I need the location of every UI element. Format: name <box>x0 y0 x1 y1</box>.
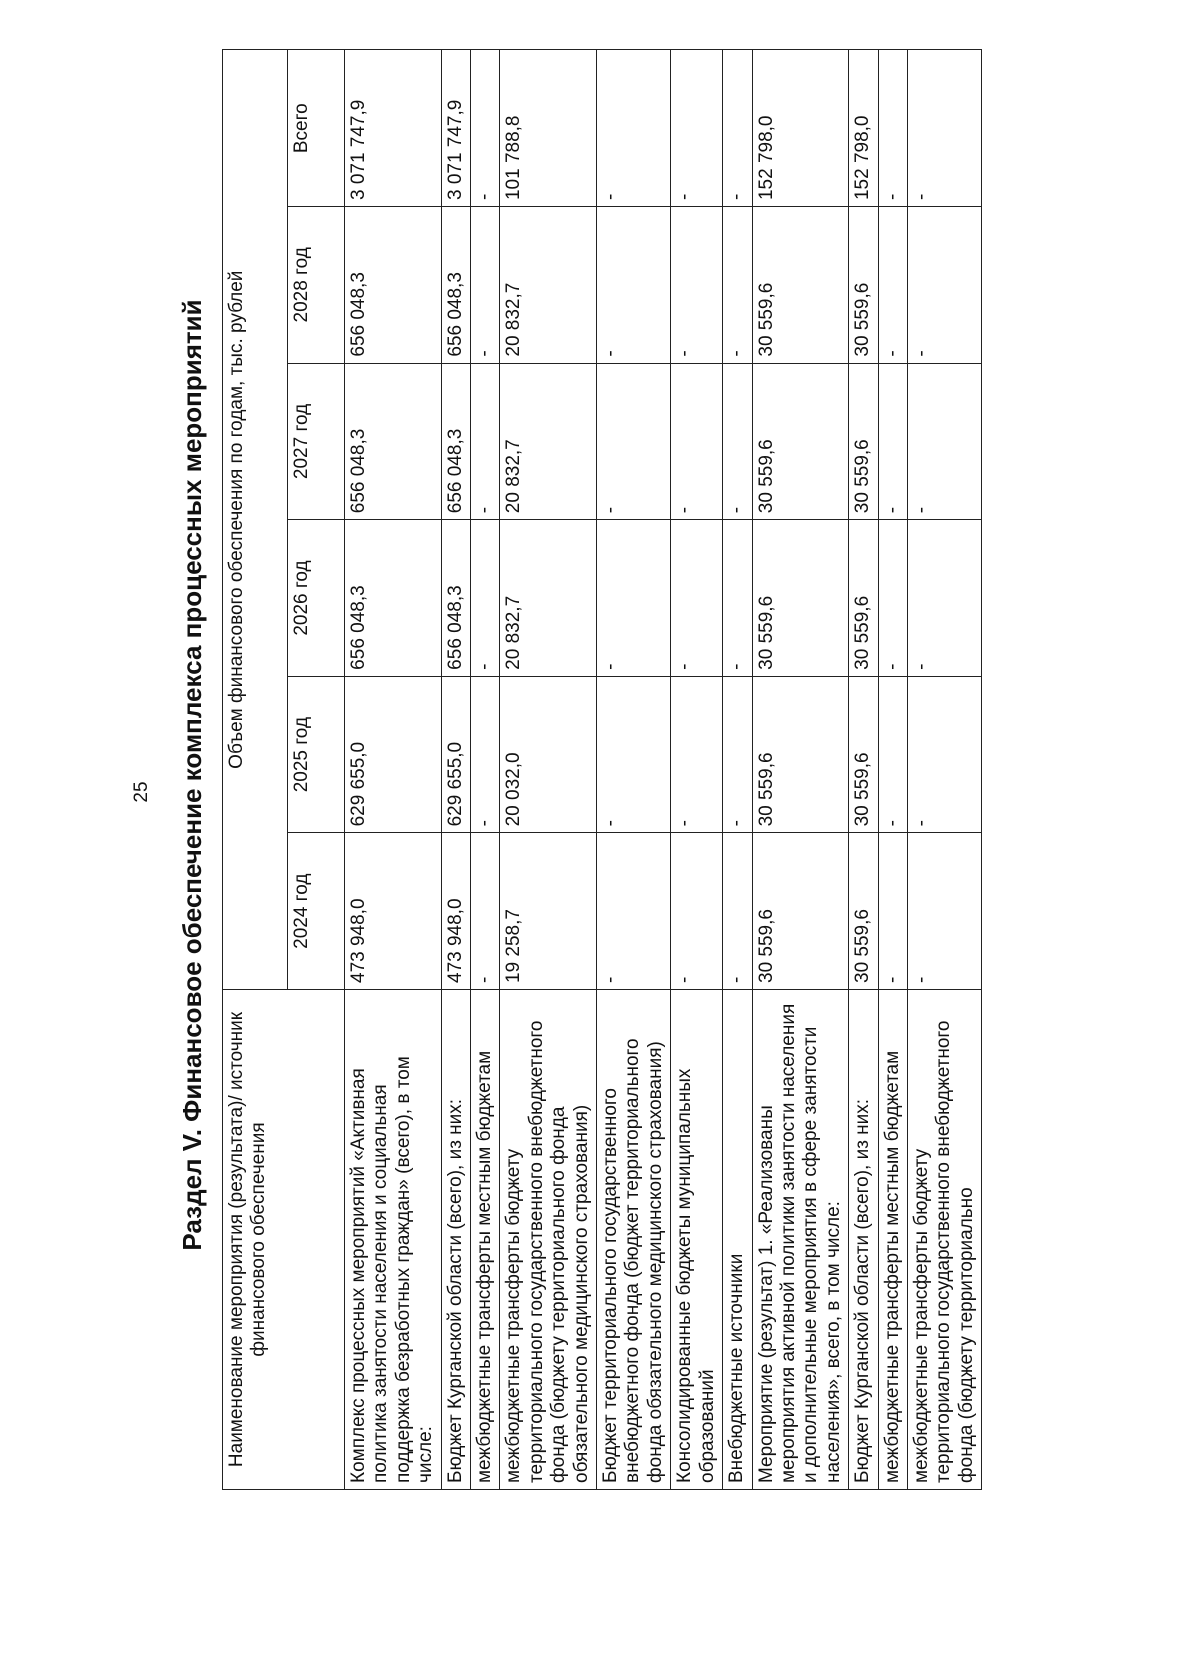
row-name: Мероприятие (результат) 1. «Реализованы мероприятия активной политики занятости населения и дополнительные мероприятия в сфере занятости населения», всего, в том числе: <box>752 990 849 1490</box>
cell-total: 3 071 747,9 <box>345 50 442 207</box>
cell-2027: 656 048,3 <box>345 363 442 520</box>
cell-2028: 30 559,6 <box>849 207 878 364</box>
row-name: Бюджет Курганской области (всего), из них: <box>849 990 878 1490</box>
header-financing-volume: Объем финансового обеспечения по годам, тыс. рублей <box>223 50 288 990</box>
cell-2028: - <box>723 207 752 364</box>
table-row <box>907 50 981 1490</box>
cell-2026: 656 048,3 <box>345 520 442 677</box>
row-name: Внебюджетные источники <box>723 990 752 1490</box>
cell-total: 101 788,8 <box>500 50 597 207</box>
cell-2026: - <box>597 520 671 677</box>
table-row <box>878 50 907 1490</box>
cell-2027: - <box>471 363 500 520</box>
cell-2027: - <box>723 363 752 520</box>
cell-2025: - <box>597 676 671 833</box>
row-name: Бюджет территориального государственного внебюджетного фонда (бюджет территориального фонда обязательного медицинского страхования) <box>597 990 671 1490</box>
header-total: Всего <box>288 50 345 207</box>
cell-total: - <box>597 50 671 207</box>
cell-2025: - <box>723 676 752 833</box>
row-name: Бюджет Курганской области (всего), из них: <box>441 990 470 1490</box>
cell-2026: - <box>878 520 907 677</box>
table-row <box>849 50 878 1490</box>
table-row <box>671 50 723 1490</box>
cell-2024: - <box>907 833 981 990</box>
cell-total: 152 798,0 <box>849 50 878 207</box>
cell-2025: 30 559,6 <box>849 676 878 833</box>
cell-2025: - <box>671 676 723 833</box>
table-row <box>500 50 597 1490</box>
cell-2026: 30 559,6 <box>849 520 878 677</box>
cell-2028: 656 048,3 <box>441 207 470 364</box>
cell-total: - <box>471 50 500 207</box>
cell-2024: 473 948,0 <box>345 833 442 990</box>
cell-total: - <box>671 50 723 207</box>
cell-2027: 656 048,3 <box>441 363 470 520</box>
cell-2025: 30 559,6 <box>752 676 849 833</box>
cell-2028: - <box>597 207 671 364</box>
cell-2024: - <box>878 833 907 990</box>
financing-table <box>222 49 982 1490</box>
cell-2024: - <box>723 833 752 990</box>
cell-2027: - <box>878 363 907 520</box>
header-year-2026: 2026 год <box>288 520 345 677</box>
header-year-2027: 2027 год <box>288 363 345 520</box>
row-name: межбюджетные трансферты местным бюджетам <box>878 990 907 1490</box>
cell-2024: 473 948,0 <box>441 833 470 990</box>
cell-2025: 20 032,0 <box>500 676 597 833</box>
cell-total: - <box>723 50 752 207</box>
cell-2027: 30 559,6 <box>752 363 849 520</box>
cell-2026: 30 559,6 <box>752 520 849 677</box>
cell-2028: 30 559,6 <box>752 207 849 364</box>
cell-2028: 656 048,3 <box>345 207 442 364</box>
cell-2025: - <box>878 676 907 833</box>
table-row <box>597 50 671 1490</box>
cell-2025: - <box>907 676 981 833</box>
row-name: межбюджетные трансферты бюджету территориального государственного внебюджетного фонда (бюджету территориально <box>907 990 981 1490</box>
cell-2027: - <box>907 363 981 520</box>
cell-2024: - <box>471 833 500 990</box>
cell-2028: - <box>907 207 981 364</box>
cell-2025: - <box>471 676 500 833</box>
cell-2027: 30 559,6 <box>849 363 878 520</box>
cell-2027: - <box>671 363 723 520</box>
cell-2024: - <box>597 833 671 990</box>
header-year-2024: 2024 год <box>288 833 345 990</box>
cell-2024: 30 559,6 <box>752 833 849 990</box>
cell-total: 152 798,0 <box>752 50 849 207</box>
cell-2026: - <box>471 520 500 677</box>
header-year-2028: 2028 год <box>288 207 345 364</box>
cell-2025: 629 655,0 <box>441 676 470 833</box>
header-year-2025: 2025 год <box>288 676 345 833</box>
row-name: Комплекс процессных мероприятий «Активная политика занятости населения и социальная поддержка безработных граждан» (всего), в том числе: <box>345 990 442 1490</box>
cell-2028: 20 832,7 <box>500 207 597 364</box>
cell-2028: - <box>671 207 723 364</box>
cell-2025: 629 655,0 <box>345 676 442 833</box>
cell-2028: - <box>878 207 907 364</box>
table-row <box>441 50 470 1490</box>
cell-2024: 19 258,7 <box>500 833 597 990</box>
table-row <box>752 50 849 1490</box>
row-name: межбюджетные трансферты бюджету территориального государственного внебюджетного фонда (бюджету территориального фонда обязательного медицинского страхования) <box>500 990 597 1490</box>
cell-total: - <box>907 50 981 207</box>
cell-2026: 656 048,3 <box>441 520 470 677</box>
section-title: Раздел V. Финансовое обеспечение комплекса процессных мероприятий <box>177 299 207 1251</box>
cell-2028: - <box>471 207 500 364</box>
cell-2026: 20 832,7 <box>500 520 597 677</box>
cell-2024: - <box>671 833 723 990</box>
rotated-page-content <box>170 5 1190 1545</box>
header-name: Наименование мероприятия (результата)/ источник финансового обеспечения <box>223 990 345 1490</box>
cell-2027: - <box>597 363 671 520</box>
row-name: Консолидированные бюджеты муниципальных образований <box>671 990 723 1490</box>
cell-2027: 20 832,7 <box>500 363 597 520</box>
cell-2026: - <box>723 520 752 677</box>
cell-2026: - <box>671 520 723 677</box>
table-row <box>471 50 500 1490</box>
cell-total: 3 071 747,9 <box>441 50 470 207</box>
cell-total: - <box>878 50 907 207</box>
cell-2024: 30 559,6 <box>849 833 878 990</box>
row-name: межбюджетные трансферты местным бюджетам <box>471 990 500 1490</box>
page-number: 25 <box>131 781 152 803</box>
table-row <box>723 50 752 1490</box>
cell-2026: - <box>907 520 981 677</box>
table-row <box>345 50 442 1490</box>
